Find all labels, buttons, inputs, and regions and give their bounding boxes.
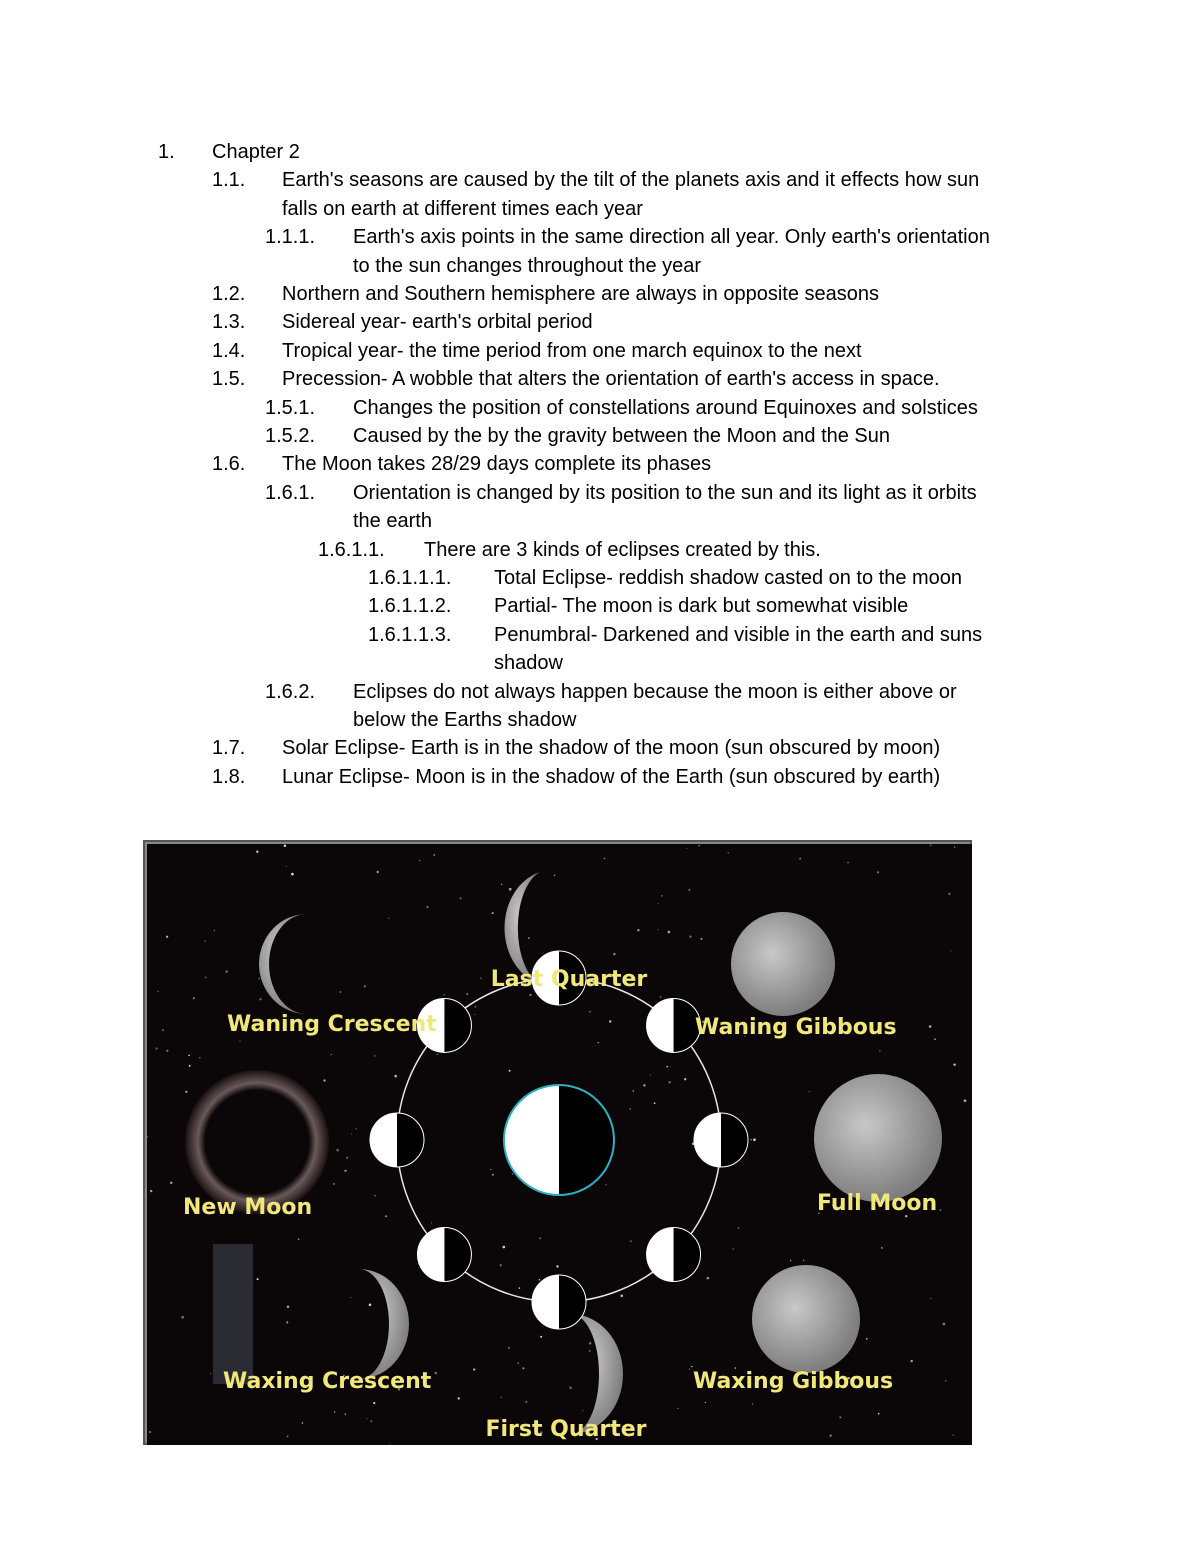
star <box>878 1413 880 1415</box>
star <box>373 1402 375 1404</box>
star <box>258 978 260 980</box>
star <box>556 1265 558 1267</box>
star <box>830 1435 832 1437</box>
star <box>582 1410 583 1411</box>
star <box>475 1014 476 1015</box>
star <box>492 1174 494 1176</box>
outline-text: Total Eclipse- reddish shadow casted on to the moon <box>494 567 963 589</box>
star <box>166 1050 168 1052</box>
star <box>953 1064 955 1066</box>
star <box>166 936 168 938</box>
star <box>539 1279 541 1281</box>
star <box>847 862 848 863</box>
star <box>964 1099 967 1102</box>
star <box>205 977 206 978</box>
orbit-moon <box>532 1275 586 1329</box>
star <box>666 1066 668 1068</box>
star <box>199 1057 200 1058</box>
outline-item <box>0 223 1200 280</box>
star <box>287 1306 289 1308</box>
outline-number: 1.1.1. <box>265 226 316 249</box>
star <box>691 1366 692 1367</box>
star <box>155 1047 157 1049</box>
outline-text-continued: below the Earths shadow <box>353 708 577 731</box>
star <box>394 1075 397 1078</box>
star <box>369 1304 372 1307</box>
outline-text: Earth's seasons are caused by the tilt of the planets axis and it effects how sun <box>282 169 980 192</box>
outline-text: Precession- A wobble that alters the orientation of earth's access in space. <box>282 368 940 391</box>
star <box>239 1041 240 1042</box>
star <box>753 1138 756 1141</box>
outline-number: 1.6.1.1.2. <box>368 595 452 618</box>
outline-text: The Moon takes 28/29 days complete its phases <box>282 453 712 476</box>
star <box>259 998 261 1000</box>
moon-waning-gibbous-photo <box>731 912 835 1016</box>
star <box>189 1065 191 1067</box>
outline-text: Changes the position of constellations around Equinoxes and solstices <box>353 396 978 419</box>
star <box>950 950 951 951</box>
outline-text: Eclipses do not always happen because the moon is either above or <box>353 680 957 703</box>
star <box>706 1277 709 1280</box>
star <box>374 1055 376 1057</box>
star <box>879 1050 880 1051</box>
outline-item <box>0 564 1200 592</box>
label-new-moon: New Moon <box>183 1195 313 1220</box>
star <box>605 1184 606 1185</box>
outline-number: 1.6.1.1.1. <box>368 567 452 589</box>
label-first-quarter: First Quarter <box>485 1417 647 1442</box>
star <box>620 1294 623 1297</box>
label-last-quarter: Last Quarter <box>490 967 648 992</box>
star <box>569 1386 572 1389</box>
star <box>609 1020 611 1022</box>
star <box>474 1006 476 1008</box>
star <box>705 1402 706 1403</box>
star <box>389 1444 390 1445</box>
star <box>480 977 482 979</box>
star <box>643 1084 645 1086</box>
star <box>433 854 434 855</box>
star <box>501 884 502 885</box>
star <box>698 845 699 846</box>
star <box>738 1227 739 1228</box>
outline-number: 1.4. <box>212 339 246 362</box>
star <box>539 1237 541 1239</box>
star <box>540 1336 542 1338</box>
outline-number: 1.6.1.1.3. <box>368 623 452 646</box>
star <box>877 871 879 873</box>
star <box>930 844 932 846</box>
star <box>284 845 287 848</box>
star <box>803 1260 804 1261</box>
star <box>654 1102 656 1104</box>
star <box>668 1081 671 1084</box>
star <box>443 994 444 995</box>
outline-number: 1.5. <box>212 368 246 391</box>
star <box>340 991 342 993</box>
star <box>929 1025 932 1028</box>
star <box>214 930 215 931</box>
moon-phases-diagram <box>147 844 972 1445</box>
outline-item <box>0 422 1200 450</box>
star <box>733 1248 734 1249</box>
star <box>881 1247 883 1249</box>
outline-text: Lunar Eclipse- Moon is in the shadow of the Earth (sun obscured by earth) <box>282 765 941 788</box>
star <box>686 848 687 849</box>
star <box>181 1316 184 1319</box>
star <box>205 940 206 941</box>
star <box>210 1373 211 1374</box>
star <box>437 1054 438 1055</box>
star <box>930 1298 931 1299</box>
star <box>364 985 366 987</box>
outline-item <box>0 166 1200 223</box>
star <box>522 1367 524 1369</box>
star <box>162 1029 164 1031</box>
orbit-moon <box>417 1228 471 1282</box>
star <box>419 860 420 861</box>
star <box>185 1091 187 1093</box>
star <box>351 1134 352 1135</box>
star <box>517 1362 519 1364</box>
star <box>866 1338 868 1340</box>
outline-text: Northern and Southern hemisphere are always in opposite seasons <box>282 283 880 305</box>
star <box>350 1297 351 1298</box>
star <box>302 1422 303 1423</box>
outline-number: 1.1. <box>212 169 246 192</box>
outline-item <box>0 621 1200 678</box>
outline-item <box>0 536 1200 564</box>
star <box>940 1209 942 1211</box>
star <box>188 1055 190 1057</box>
star <box>385 1215 387 1217</box>
outline-text: Partial- The moon is dark but somewhat visible <box>494 595 909 618</box>
outline-text: Caused by the by the gravity between the Moon and the Sun <box>353 425 891 447</box>
star <box>799 858 801 860</box>
outline-number: 1.7. <box>212 737 246 760</box>
outline-number: 1.2. <box>212 283 246 305</box>
star <box>660 996 662 998</box>
star <box>752 1403 753 1404</box>
star <box>677 1408 678 1409</box>
star <box>366 1418 367 1419</box>
star <box>431 1222 432 1223</box>
outline-text: There are 3 kinds of eclipses created by this. <box>424 538 821 561</box>
star <box>150 1190 152 1192</box>
outline-item <box>0 479 1200 536</box>
outline-text-continued: to the sun changes throughout the year <box>353 254 702 277</box>
star <box>952 1434 953 1435</box>
outline-item <box>0 592 1200 620</box>
outline-number: 1.8. <box>212 765 246 788</box>
star <box>790 1260 791 1261</box>
star <box>333 1183 335 1185</box>
star <box>650 1074 651 1075</box>
star <box>374 1195 375 1196</box>
star <box>633 1090 635 1092</box>
outline-text: Chapter 2 <box>212 141 300 163</box>
outline-number: 1.6.1.1. <box>318 538 385 561</box>
star <box>509 1070 511 1072</box>
moon-waxing-gibbous-photo <box>752 1265 860 1373</box>
star <box>502 1246 505 1249</box>
star <box>839 1416 841 1418</box>
star <box>458 1397 460 1399</box>
star <box>509 888 512 891</box>
label-waxing-crescent: Waxing Crescent <box>223 1369 432 1394</box>
star <box>512 1174 513 1175</box>
outline-number: 1.6.1. <box>265 481 316 504</box>
star <box>323 1079 325 1081</box>
star <box>637 929 639 931</box>
outline-item <box>0 308 1200 336</box>
star <box>751 1139 752 1140</box>
outline-text: Tropical year- the time period from one march equinox to the next <box>282 339 862 362</box>
star <box>193 997 195 999</box>
outline-item <box>0 394 1200 422</box>
outline-item <box>0 763 1200 791</box>
star <box>554 875 556 877</box>
star <box>613 953 616 956</box>
orbit-moon <box>694 1113 748 1167</box>
star <box>334 1411 336 1413</box>
star <box>700 938 702 940</box>
star <box>370 1420 372 1422</box>
outline-item <box>0 280 1200 308</box>
star <box>728 852 729 853</box>
outline-item <box>0 678 1200 735</box>
star <box>331 1054 332 1055</box>
outline-number: 1. <box>158 141 175 163</box>
star <box>589 1011 591 1013</box>
outline-item <box>0 337 1200 365</box>
star <box>291 873 294 876</box>
outline-number: 1.6.2. <box>265 680 316 703</box>
star <box>490 1169 491 1170</box>
outline-text-continued: shadow <box>494 652 563 675</box>
label-waxing-gibbous: Waxing Gibbous <box>693 1369 894 1394</box>
outline-item <box>0 138 1200 166</box>
star <box>630 1240 632 1242</box>
star <box>658 929 659 930</box>
orbit-moon <box>647 1228 701 1282</box>
star <box>501 1397 502 1398</box>
star <box>658 903 659 904</box>
star <box>473 1368 475 1370</box>
star <box>688 889 690 891</box>
outline-number: 1.6. <box>212 453 246 476</box>
star <box>598 1042 599 1043</box>
star <box>286 1321 288 1323</box>
star <box>336 1149 339 1152</box>
star <box>286 866 287 867</box>
outline-text-continued: the earth <box>353 510 432 533</box>
label-full-moon: Full Moon <box>817 1191 938 1216</box>
star <box>287 1436 289 1438</box>
outline-text: Earth's axis points in the same direction all year. Only earth's orientation <box>353 226 990 249</box>
orbit-moon <box>647 998 701 1052</box>
star <box>257 1278 259 1280</box>
star <box>149 1431 151 1433</box>
star <box>911 1360 913 1362</box>
star <box>604 858 606 860</box>
star <box>460 897 462 899</box>
star <box>500 1264 502 1266</box>
star <box>945 1380 946 1381</box>
star <box>668 931 671 934</box>
outline-text: Sidereal year- earth's orbital period <box>282 311 593 334</box>
star <box>525 1401 527 1403</box>
outline-item <box>0 450 1200 478</box>
star <box>529 994 531 996</box>
label-waning-gibbous: Waning Gibbous <box>695 1015 897 1040</box>
star <box>225 970 227 972</box>
star <box>466 993 468 995</box>
star <box>519 1287 521 1289</box>
star <box>356 1128 357 1129</box>
star <box>528 937 530 939</box>
star <box>943 1323 946 1326</box>
moon-new-photo <box>185 1070 329 1214</box>
moon-full-photo <box>814 1074 942 1202</box>
star <box>388 918 389 919</box>
star <box>344 1170 346 1172</box>
star <box>684 1078 686 1080</box>
moon-phases-figure <box>143 840 972 1445</box>
outline-text: Penumbral- Darkened and visible in the earth and suns <box>494 623 983 646</box>
outline-text: Orientation is changed by its position to the sun and its light as it orbits <box>353 481 977 504</box>
star <box>157 991 158 992</box>
star <box>345 1413 346 1414</box>
outline-text-continued: falls on earth at different times each year <box>282 197 643 220</box>
outline-number: 1.3. <box>212 311 246 334</box>
star <box>508 1347 510 1349</box>
star <box>256 851 258 853</box>
outline-item <box>0 734 1200 762</box>
star <box>661 895 663 897</box>
outline-number: 1.5.1. <box>265 396 316 419</box>
star <box>630 1109 631 1110</box>
star <box>346 1157 348 1159</box>
star <box>809 1091 810 1092</box>
outline-number: 1.5.2. <box>265 425 316 447</box>
star <box>934 1038 936 1040</box>
star <box>948 893 950 895</box>
star <box>589 1342 592 1345</box>
outline-item <box>0 365 1200 393</box>
orbit-moon <box>370 1113 424 1167</box>
star <box>298 1238 299 1239</box>
star <box>954 847 955 848</box>
earth-center <box>504 1085 614 1195</box>
star <box>435 1372 437 1374</box>
star <box>689 935 691 937</box>
star <box>377 871 379 873</box>
star <box>689 1369 690 1370</box>
outline-text: Solar Eclipse- Earth is in the shadow of the moon (sun obscured by moon) <box>282 737 941 760</box>
star <box>426 906 428 908</box>
star <box>170 1182 172 1184</box>
label-waning-crescent: Waning Crescent <box>227 1012 437 1037</box>
star <box>589 1350 590 1351</box>
star <box>492 912 494 914</box>
